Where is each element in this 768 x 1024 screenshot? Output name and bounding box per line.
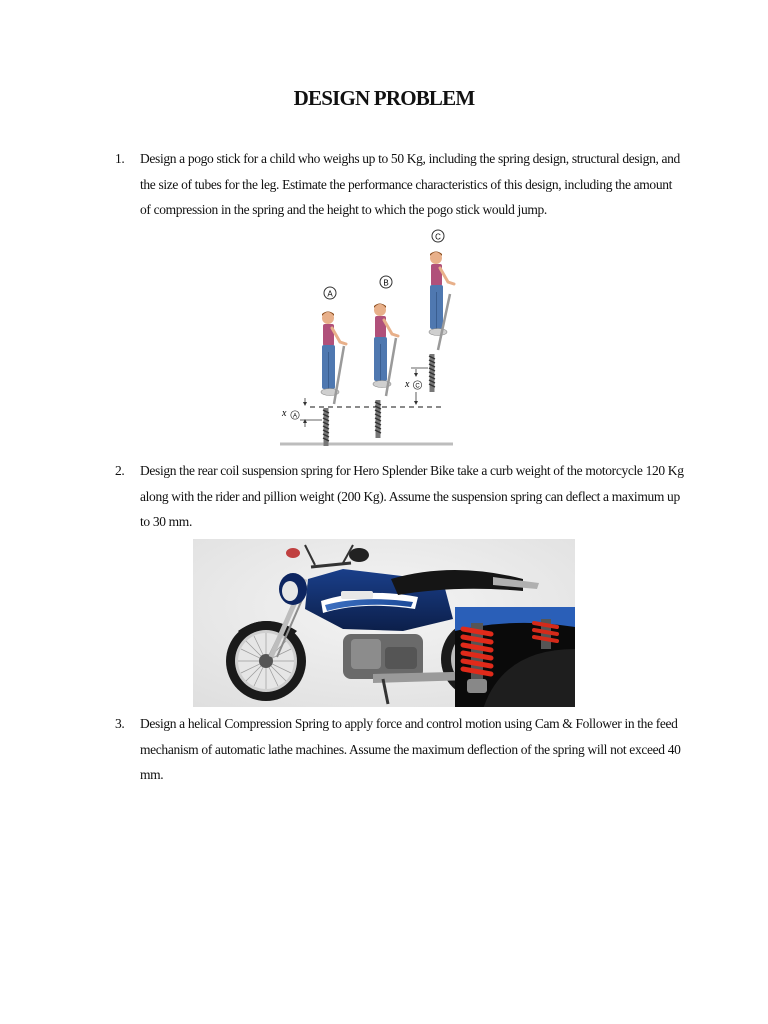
- pogo-pose-a: [321, 287, 346, 446]
- page-title: DESIGN PROBLEM: [293, 86, 475, 110]
- dimension-xc-sub: C: [415, 383, 420, 390]
- problem-text: Design a pogo stick for a child who weighs up to 50 Kg, including the spring design, structural design, and the size of tubes for the leg. Estimate the performance characteristics of this design, including the amount of compression in the spring and the height to which the pogo stick would jump.: [140, 151, 680, 217]
- pogo-pose-b: [373, 276, 398, 438]
- dimension-xa-sub: A: [292, 413, 298, 420]
- pogo-stick-figure: [278, 228, 458, 448]
- problem-number: 1.: [115, 151, 125, 166]
- dimension-xc: [404, 368, 428, 405]
- problem-text: Design the rear coil suspension spring for Hero Splender Bike take a curb weight of the motorcycle 120 Kg along with the rider and pillion weight (200 Kg). Assume the suspension spring can deflect a maximum up to 30 mm.: [140, 463, 684, 529]
- pose-b-label: B: [383, 278, 389, 288]
- problem-2: [115, 458, 685, 535]
- problem-text: Design a helical Compression Spring to apply force and control motion using Cam & Follower in the feed mechanism of automatic lathe machines. Assume the maximum deflection of the spring will not exceed 40 mm.: [140, 716, 681, 782]
- pose-a-label: A: [327, 289, 333, 299]
- dimension-xa: [281, 398, 322, 427]
- motorcycle-photo: [193, 539, 575, 707]
- problem-number: 2.: [115, 463, 125, 478]
- suspension-inset: [455, 607, 575, 707]
- problem-1: [115, 146, 685, 223]
- problem-3: [115, 711, 685, 788]
- pogo-pose-c: [429, 230, 454, 392]
- dimension-xa-label: x: [282, 408, 287, 419]
- pose-c-label: C: [435, 232, 441, 242]
- dimension-xc-label: x: [405, 379, 410, 390]
- problem-number: 3.: [115, 716, 125, 731]
